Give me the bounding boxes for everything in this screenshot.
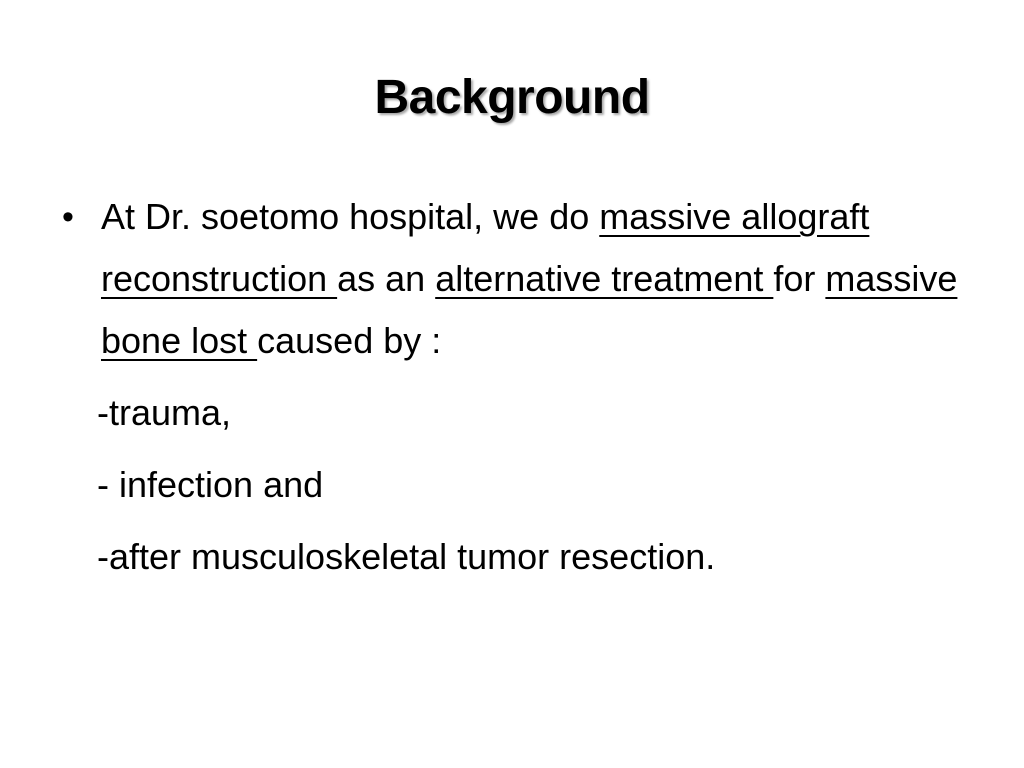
sub-item-tumor-resection: -after musculoskeletal tumor resection. [97,536,716,577]
underlined-phrase: massive bone lost [101,258,958,361]
sub-item-trauma: -trauma, [97,392,232,433]
slide-body [60,186,960,588]
slide-title: Background [374,71,650,124]
bullet-segment: At Dr. soetomo hospital, we do [101,196,600,237]
underlined-phrase: alternative treatment [435,258,774,299]
underlined-phrase: massive allograft reconstruction [101,196,870,299]
bullet-item [60,186,961,372]
bullet-segment: caused by : [257,320,442,361]
bullet-segment: as an [337,258,436,299]
sub-item-infection: - infection and [97,464,324,505]
bullet-segment: for [773,258,826,299]
bullet-dot-icon: • [62,198,74,236]
bullet-text [101,186,961,372]
